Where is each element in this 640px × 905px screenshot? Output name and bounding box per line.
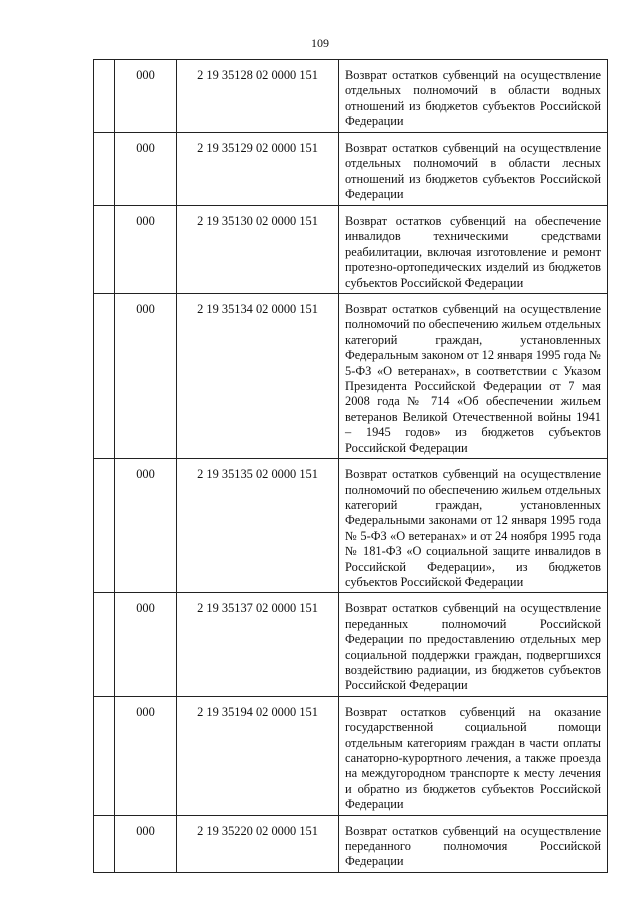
- income-name-cell: [339, 60, 608, 133]
- admin-code-cell: 000: [115, 206, 177, 294]
- admin-code-cell: 000: [115, 696, 177, 815]
- blank-cell: [94, 696, 115, 815]
- budget-code-cell: 2 19 35134 02 0000 151: [177, 294, 339, 459]
- page-number: 109: [311, 36, 329, 50]
- income-name-cell: [339, 696, 608, 815]
- blank-cell: [94, 206, 115, 294]
- blank-cell: [94, 133, 115, 206]
- income-name-text: Возврат остатков субвенций на осуществление переданных полномочий Российской Федерации по предоставлению отдельных мер социальной поддержки граждан, подвергшихся воздействию радиации, из бюджетов субъектов Российской Федерации: [345, 601, 601, 693]
- table-row: [94, 206, 608, 294]
- admin-code-cell: 000: [115, 133, 177, 206]
- blank-cell: [94, 459, 115, 593]
- income-name-text: Возврат остатков субвенций на осуществление полномочий по обеспечению жильем отдельных категорий граждан, установленных Федеральными законами от 12 января 1995 года № 5-ФЗ «О ветеранах» и от 24 ноября 1995 года № 181-ФЗ «О социальной защите инвалидов в Российской Федерации», из бюджетов субъектов Российской Федерации: [345, 467, 602, 589]
- income-name-cell: [339, 294, 608, 459]
- income-name-text: Возврат остатков субвенций на осуществление полномочий по обеспечению жильем отдельных категорий граждан, установленных Федеральным законом от 12 января 1995 года № 5-ФЗ «О ветеранах», в соответствии с Указом Президента Российской Федерации от 7 мая 2008 года № 714 «Об обеспечении жильем ветеранов Великой Отечественной войны 1941 – 1945 годов» из бюджетов субъектов Российской Федерации: [345, 302, 602, 455]
- income-name-text: Возврат остатков субвенций на осуществление отдельных полномочий в области водных отношений из бюджетов субъектов Российской Федерации: [345, 68, 601, 129]
- income-name-cell: [339, 815, 608, 872]
- table-row: [94, 459, 608, 593]
- budget-code-cell: 2 19 35194 02 0000 151: [177, 696, 339, 815]
- table-row: [94, 696, 608, 815]
- table-row: [94, 294, 608, 459]
- blank-cell: [94, 593, 115, 696]
- table-row: [94, 60, 608, 133]
- budget-code-cell: 2 19 35130 02 0000 151: [177, 206, 339, 294]
- income-name-cell: [339, 133, 608, 206]
- income-name-text: Возврат остатков субвенций на оказание государственной социальной помощи отдельным категориям граждан в части оплаты санаторно-курортного лечения, а также проезда на междугородном транспорте к месту лечения и обратно из бюджетов субъектов Российской Федерации: [345, 704, 601, 812]
- income-name-text: Возврат остатков субвенций на обеспечение инвалидов техническими средствами реабилитации, включая изготовление и ремонт протезно-ортопедических изделий из бюджетов субъектов Российской Федерации: [345, 214, 601, 290]
- income-name-text: Возврат остатков субвенций на осуществление отдельных полномочий в области лесных отношений из бюджетов субъектов Российской Федерации: [345, 141, 601, 202]
- blank-cell: [94, 294, 115, 459]
- budget-code-cell: 2 19 35220 02 0000 151: [177, 815, 339, 872]
- income-name-cell: [339, 459, 608, 593]
- admin-code-cell: 000: [115, 294, 177, 459]
- income-name-cell: [339, 593, 608, 696]
- table-row: [94, 593, 608, 696]
- blank-cell: [94, 815, 115, 872]
- blank-cell: [94, 60, 115, 133]
- income-name-text: Возврат остатков субвенций на осуществление переданного полномочия Российской Федерации: [345, 823, 601, 869]
- income-name-cell: [339, 206, 608, 294]
- budget-code-cell: 2 19 35129 02 0000 151: [177, 133, 339, 206]
- budget-classification-table: [93, 59, 608, 873]
- admin-code-cell: 000: [115, 459, 177, 593]
- budget-code-cell: 2 19 35128 02 0000 151: [177, 60, 339, 133]
- budget-code-cell: 2 19 35135 02 0000 151: [177, 459, 339, 593]
- table-row: [94, 133, 608, 206]
- admin-code-cell: 000: [115, 60, 177, 133]
- table-row: [94, 815, 608, 872]
- admin-code-cell: 000: [115, 815, 177, 872]
- budget-code-cell: 2 19 35137 02 0000 151: [177, 593, 339, 696]
- admin-code-cell: 000: [115, 593, 177, 696]
